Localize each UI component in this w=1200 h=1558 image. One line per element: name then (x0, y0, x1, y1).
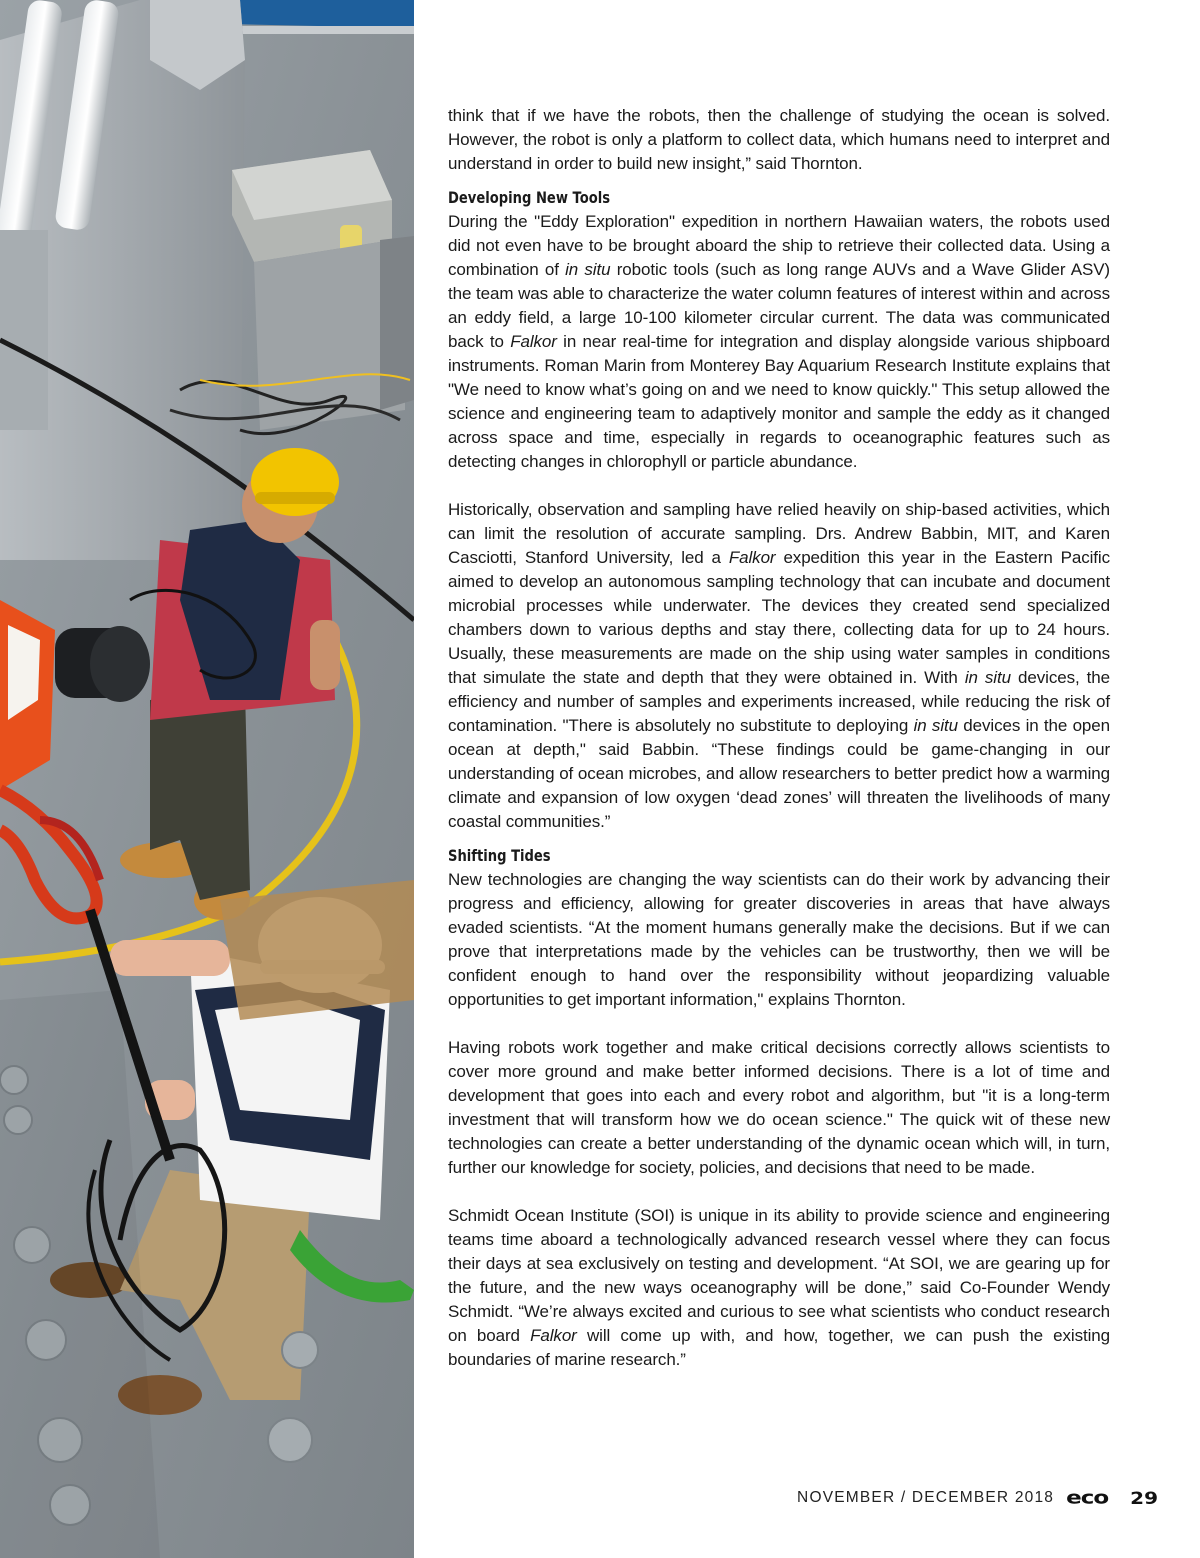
ship-deck-crew-photo (0, 0, 414, 1558)
paragraph-new-technologies (448, 868, 1110, 1012)
wooden-crate (220, 880, 414, 1020)
page-footer (797, 1486, 1158, 1510)
paragraph-schmidt-ocean-institute (448, 1204, 1110, 1372)
text-run: in near real-time for integration and display alongside various shipboard instruments. Roman Marin from Monterey Bay Aquarium Research Institute explains that "We need to know what’s going on and we need to know quickly." This setup allowed the science and engineering team to adaptively monitor and sample the eddy as it changed across space and time, especially in regards to oceanographic features such as detecting changes in chlorophyll or particle abundance. (448, 332, 1110, 471)
page-number: 29 (1130, 1487, 1158, 1509)
text-run: devices in the open ocean at depth," said Babbin. “These findings could be game-changing in our understanding of ocean microbes, and allow researchers to better predict how a warming climate and expansion of low oxygen ‘dead zones’ will threaten the livelihoods of many coastal communities.” (448, 716, 1110, 831)
paragraph-historically (448, 498, 1110, 834)
text-run: think that if we have the robots, then the challenge of studying the ocean is solved. However, the robot is only a platform to collect data, which humans need to interpret and understand in order to build new insight,” said Thornton. (448, 106, 1110, 173)
italic-term: in situ (565, 260, 611, 279)
section-heading-shifting-tides: Shifting Tides (448, 846, 551, 865)
text-run: expedition this year in the Eastern Pacific aimed to develop an autonomous sampling technology that can incubate and document microbial processes while underwater. The devices they created send specialized chambers down to various depths and stay there, collecting data for up to 24 hours. Usually, these measurements are made on the ship using water samples in conditions that simulate the state and depth that they were obtained in. With (448, 548, 1111, 687)
paragraph-robots-work-together (448, 1036, 1110, 1180)
italic-term: in situ (913, 716, 958, 735)
italic-term: Falkor (510, 332, 557, 351)
text-run: Schmidt Ocean Institute (SOI) is unique in its ability to provide science and engineering teams time aboard a technologically advanced research vessel where they can focus their days at sea exclusively on testing and development. “At SOI, we are gearing up for the future, and the new ways oceanography will be done,” said Co-Founder Wendy Schmidt. “We’re always excited and curious to see what scientists who conduct research on board (448, 1206, 1110, 1345)
article-body (448, 104, 1110, 1372)
text-run: devices, the efficiency and number of samples and experiments increased, while reducing the risk of contamination. "There is absolutely no substitute to deploying (448, 668, 1110, 735)
text-run: New technologies are changing the way scientists can do their work by advancing their progress and efficiency, allowing for greater discoveries in areas that have always evaded scientists. “At the moment humans generally make the decisions. But if we can prove that interpretations made by the vehicles can be trustworthy, then we will be confident enough to hand over the responsibility without jeopardizing valuable opportunities to get important information," explains Thornton. (448, 870, 1110, 1009)
sea-strip (225, 0, 414, 28)
paragraph-eddy-exploration (448, 210, 1110, 474)
intro-paragraph (448, 104, 1110, 176)
issue-date: NOVEMBER / DECEMBER 2018 (797, 1489, 1055, 1506)
text-run: Historically, observation and sampling have relied heavily on ship-based activities, which can limit the resolution of accurate sampling. Drs. Andrew Babbin, MIT, and Karen Casciotti, Stanford University, led a (448, 500, 1110, 567)
eco-magazine-logo: eco (1066, 1487, 1109, 1509)
worker1-hardhat (251, 448, 339, 516)
italic-term: Falkor (530, 1326, 577, 1345)
italic-term: Falkor (728, 548, 776, 567)
text-run: will come up with, and how, together, we can push the existing boundaries of marine research.” (448, 1326, 1110, 1369)
text-run: Having robots work together and make critical decisions correctly allows scientists to cover more ground and make better informed decisions. There is a lot of time and development that goes into each and every robot and algorithm, but "it is a long-term investment that will transform how we do ocean science." The quick wit of these new technologies can create a better understanding of the dynamic ocean which will, in turn, further our knowledge for society, policies, and decisions that need to be made. (448, 1038, 1110, 1177)
section-heading-developing-new-tools: Developing New Tools (448, 188, 611, 207)
photo-illustration (0, 0, 414, 1558)
text-run: During the "Eddy Exploration" expedition in northern Hawaiian waters, the robots used did not even have to be brought aboard the ship to retrieve their collected data. Using a combination of (448, 212, 1110, 279)
text-run: robotic tools (such as long range AUVs and a Wave Glider ASV) the team was able to characterize the water column features of interest within and across an eddy field, a large 10-100 kilometer circular current. The data was communicated back to (448, 260, 1110, 351)
italic-term: in situ (964, 668, 1011, 687)
